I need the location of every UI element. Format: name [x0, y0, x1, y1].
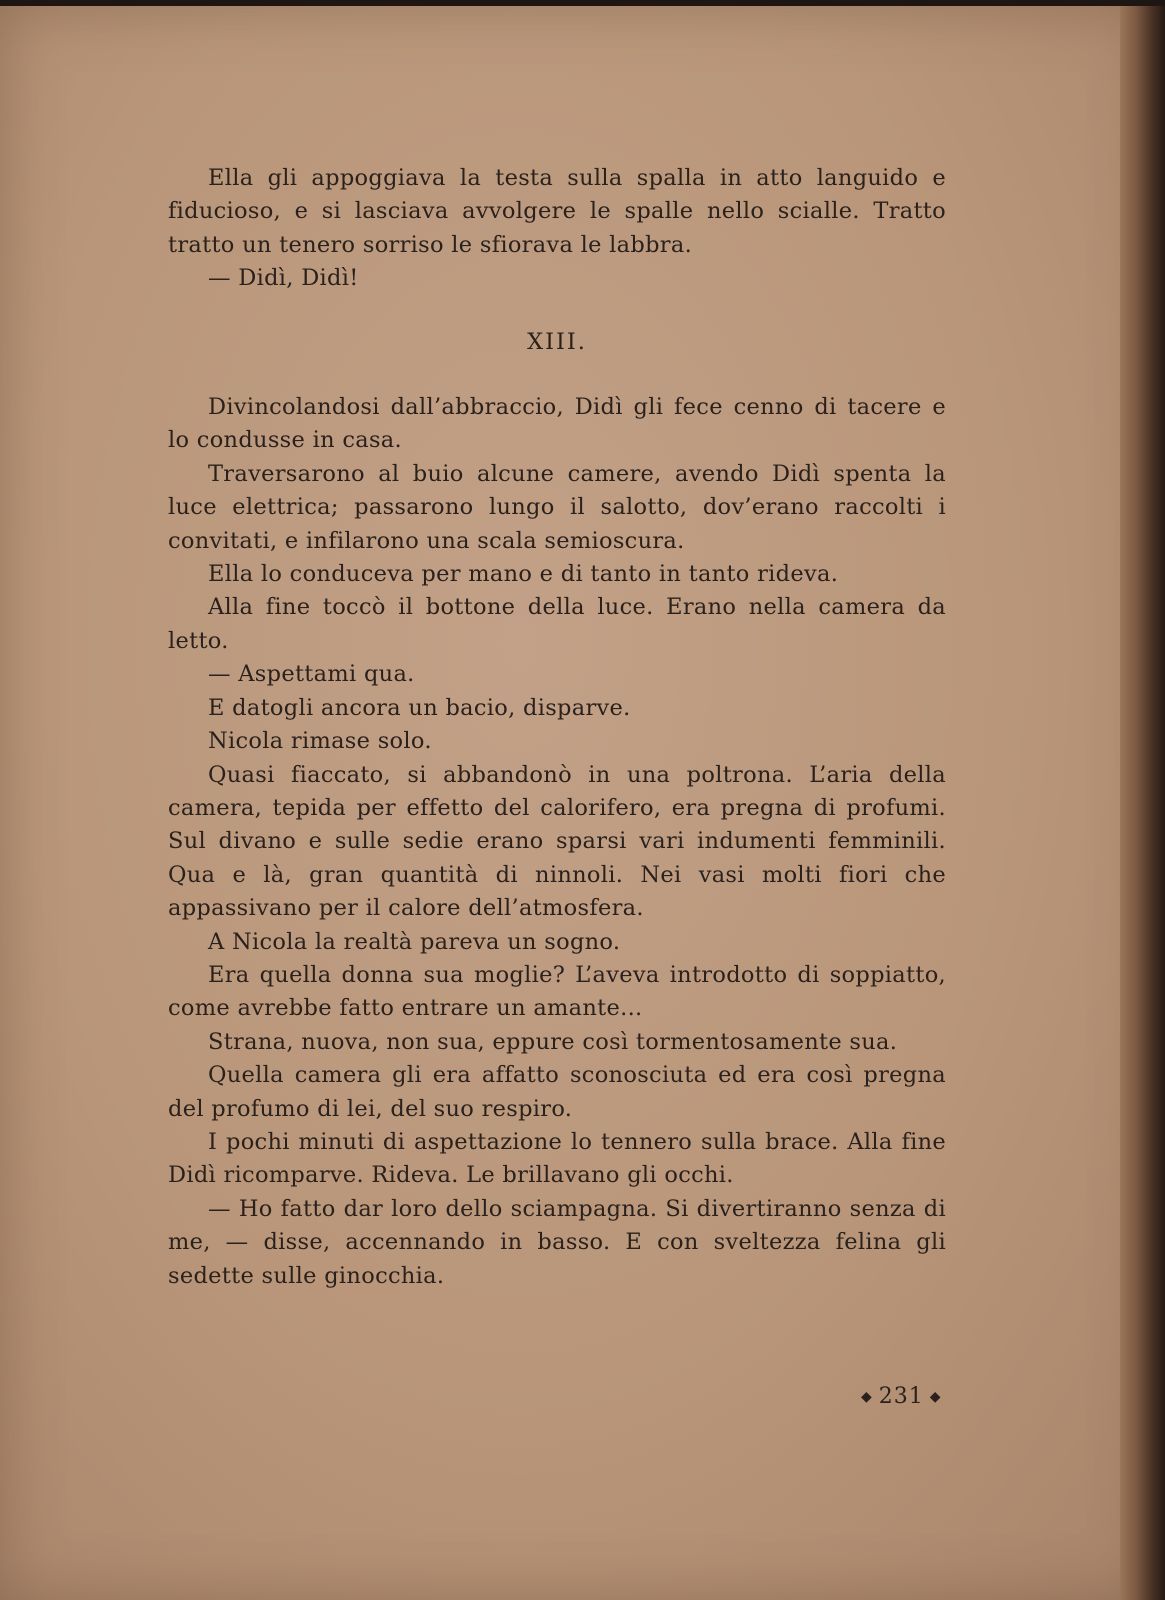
paragraph: — Aspettami qua.: [208, 661, 415, 688]
paragraph: Ella gli appoggiava la testa sulla spalla in atto languido e fiducioso, e si lasciava avvolgere le spalle nello scialle. Tratto tratto un tenero sorriso le sfiorava le labbra.: [168, 165, 946, 258]
paragraph: — Ho fatto dar loro dello sciampagna. Si divertiranno senza di me, — disse, accennando in basso. E con sveltezza felina gli sedette sulle ginocchia.: [168, 1195, 946, 1289]
paragraph: Quasi fiaccato, si abbandonò in una poltrona. L’aria della camera, tepida per effetto del calorifero, era pregna di profumi. Sul divano e sulle sedie erano sparsi vari indumenti femminili. Qua e là, gran quantità di ninnoli. Nei vasi molti fiori che appassivano per il calore dell’atmosfera.: [168, 761, 946, 922]
paragraph: Strana, nuova, non sua, eppure così tormentosamente sua.: [208, 1028, 898, 1055]
paragraph: Traversarono al buio alcune camere, avendo Didì spenta la luce elettrica; passarono lungo il salotto, dov’erano raccolti i convitati, e infilarono una scala semioscura.: [168, 460, 946, 554]
book-page: [0, 6, 1152, 1600]
paragraph: Alla fine toccò il bottone della luce. Erano nella camera da letto.: [168, 594, 946, 654]
paragraph: I pochi minuti di aspettazione lo tennero sulla brace. Alla fine Didì ricomparve. Rideva. Le brillavano gli occhi.: [168, 1128, 946, 1189]
paragraph: Nicola rimase solo.: [208, 728, 432, 755]
page-spine-edge: [1120, 6, 1165, 1600]
diamond-ornament-icon: ◆: [861, 1389, 873, 1405]
paragraph: Divincolandosi dall’abbraccio, Didì gli fece cenno di tacere e lo condusse in casa.: [168, 394, 946, 454]
body-text: [168, 162, 946, 1293]
paragraph: Ella lo conduceva per mano e di tanto in tanto rideva.: [208, 561, 839, 588]
diamond-ornament-icon: ◆: [929, 1389, 942, 1405]
page-number-footer: [855, 1384, 948, 1409]
paragraph: A Nicola la realtà pareva un sogno.: [208, 928, 621, 955]
paragraph: Era quella donna sua moglie? L’aveva introdotto di soppiatto, come avrebbe fatto entrare un amante...: [168, 961, 946, 1022]
chapter-heading: XIII.: [527, 328, 587, 355]
paragraph: E datogli ancora un bacio, disparve.: [208, 694, 631, 721]
paragraph: — Didì, Didì!: [208, 265, 359, 292]
page-number: 231: [878, 1384, 924, 1409]
paragraph: Quella camera gli era affatto sconosciuta ed era così pregna del profumo di lei, del suo respiro.: [168, 1062, 946, 1122]
